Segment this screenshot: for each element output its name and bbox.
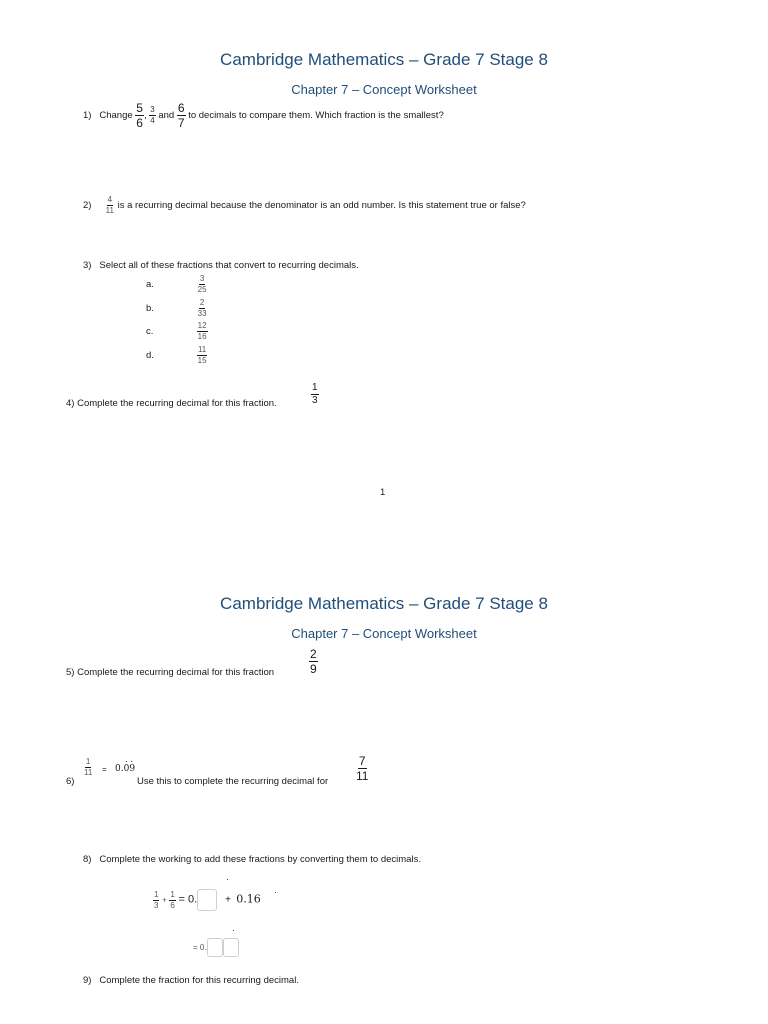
fraction-1-3: $\frac{1}{3}$ — [312, 382, 318, 406]
answer-box[interactable] — [207, 938, 223, 957]
question-text: to decimals to compare them. Which fraction is the smallest? — [188, 110, 444, 122]
fraction-4-11: $\frac{4}{11}$ — [105, 195, 114, 215]
question-number: 2) — [83, 200, 92, 212]
question-text: Complete the fraction for this recurring decimal. — [99, 975, 299, 986]
option-fraction: $\frac{11}{15}$ — [197, 345, 207, 365]
fraction-1-11: $\frac{1}{11}$ — [84, 757, 93, 777]
question-number: 8) — [83, 854, 92, 865]
question-text: is a recurring decimal because the denominator is an odd number. Is this statement true or false? — [117, 200, 526, 212]
fraction-7-11: $\frac{7}{11}$ — [356, 754, 369, 783]
question-3 — [83, 260, 359, 271]
option-fraction: $\frac{3}{25}$ — [197, 274, 207, 294]
page-subtitle: Chapter 7 – Concept Worksheet — [291, 626, 477, 641]
fraction-2-9: $\frac{2}{9}$ — [310, 647, 317, 676]
question-text: Complete the working to add these fractions by converting them to decimals. — [99, 854, 421, 865]
option-c[interactable] — [146, 322, 208, 341]
fraction-5-6: $\frac{5}{6}$ — [136, 101, 143, 130]
working-line-2: = 0. — [193, 938, 239, 957]
option-label: a. — [146, 279, 154, 291]
page-subtitle: Chapter 7 – Concept Worksheet — [291, 82, 477, 97]
question-text: Select all of these fractions that convert to recurring decimals. — [99, 260, 359, 271]
question-number: 6) — [66, 776, 75, 787]
working-line-1: $\frac{1}{3}$ + $\frac{1}{6}$ = 0. + 0.16 — [154, 889, 261, 910]
fraction-3-4: $\frac{3}{4}$ — [150, 105, 155, 125]
question-9 — [83, 975, 299, 986]
fraction-6-7: $\frac{6}{7}$ — [177, 101, 185, 130]
question-5 — [66, 667, 274, 678]
option-a[interactable] — [146, 275, 208, 294]
recurring-dot: · — [226, 874, 229, 884]
equals-sign: = — [102, 765, 107, 774]
answer-box[interactable] — [223, 938, 239, 957]
recurring-decimal: 0.16 — [236, 892, 261, 906]
question-number: 3) — [83, 260, 92, 271]
question-2 — [83, 196, 526, 215]
question-text: Use this to complete the recurring decimal for — [137, 776, 329, 787]
recurring-dot: · — [232, 925, 235, 935]
recurring-dot: · — [130, 756, 133, 766]
fraction-1-6: $\frac{1}{6}$ — [170, 889, 175, 910]
question-1: 1) Change $\frac{5}{6}$ , $\frac{3}{4}$ and $\frac{6}{7}$ to decimals to compare them. Which fraction is the smallest? — [83, 101, 444, 130]
page-title: Cambridge Mathematics – Grade 7 Stage 8 — [220, 594, 548, 613]
question-number: 1) — [83, 110, 92, 122]
option-d[interactable] — [146, 346, 208, 365]
recurring-decimal: 0.09 — [115, 764, 136, 774]
fraction-1-3: $\frac{1}{3}$ — [154, 889, 159, 910]
page-title: Cambridge Mathematics – Grade 7 Stage 8 — [220, 50, 548, 69]
option-fraction: $\frac{12}{16}$ — [197, 321, 207, 341]
option-label: b. — [146, 303, 154, 315]
question-4 — [66, 398, 277, 409]
question-text: Change — [99, 110, 133, 122]
option-b[interactable] — [146, 299, 208, 318]
question-text: 5) Complete the recurring decimal for this fraction — [66, 667, 275, 678]
option-label: c. — [146, 326, 154, 338]
question-number: 9) — [83, 975, 92, 986]
option-fraction: $\frac{2}{33}$ — [197, 298, 207, 318]
recurring-dot: · — [274, 887, 277, 897]
recurring-dot: · — [125, 756, 128, 766]
question-8 — [83, 854, 421, 865]
page-number: 1 — [380, 487, 386, 498]
option-label: d. — [146, 350, 154, 362]
question-text: 4) Complete the recurring decimal for this fraction. — [66, 398, 277, 409]
answer-box[interactable] — [197, 889, 217, 911]
